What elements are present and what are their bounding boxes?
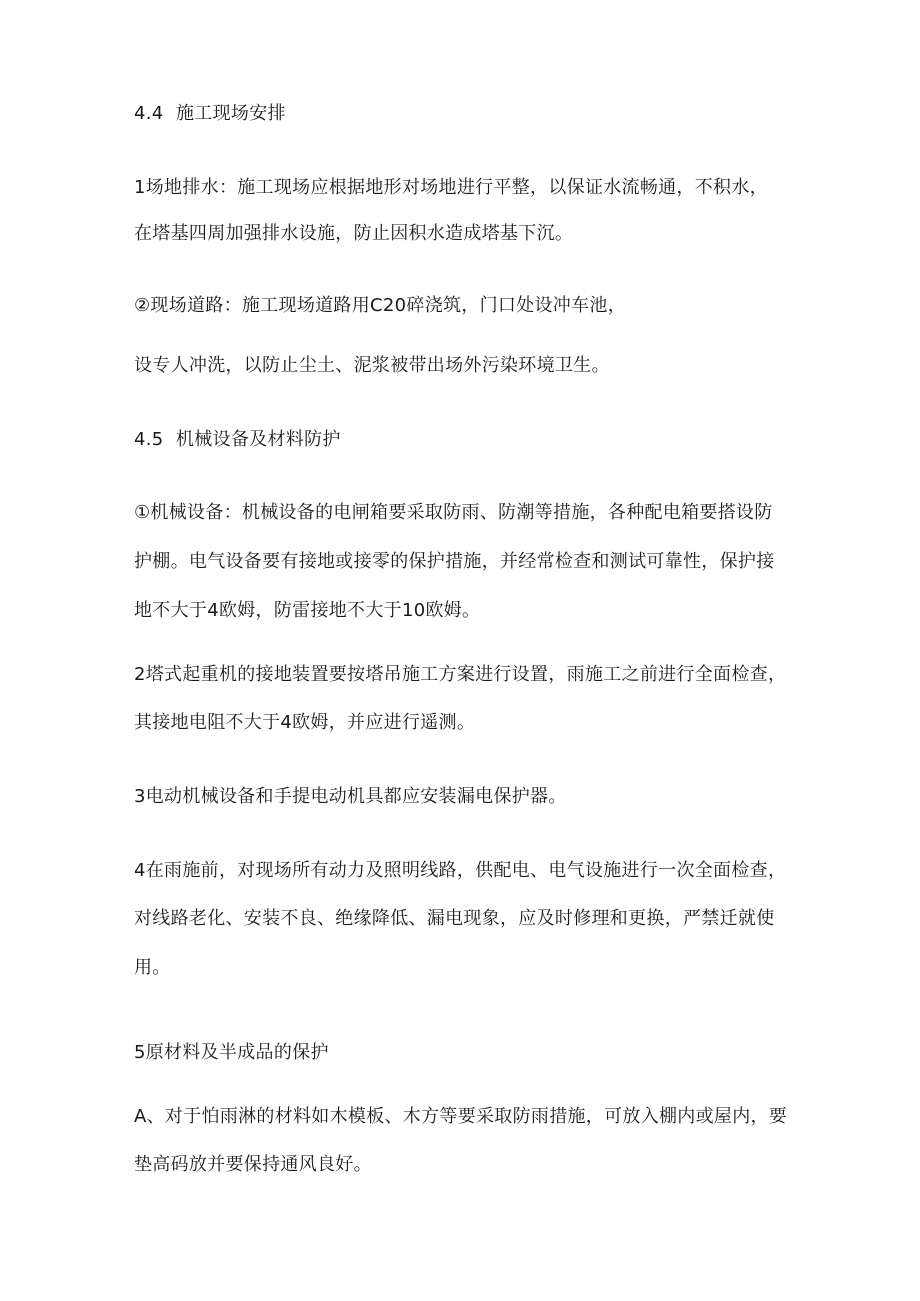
paragraph-line: 3电动机械设备和手提电动机具都应安装漏电保护器。: [134, 786, 567, 807]
section-title: 施工现场安排: [176, 103, 286, 124]
paragraph-line: 用。: [134, 957, 171, 978]
section-number: 4.5: [134, 429, 164, 450]
paragraph-line: 地不大于4欧姆，防雷接地不大于10欧姆。: [134, 600, 481, 621]
section-heading-4-4: [134, 102, 286, 126]
paragraph-line: 5原材料及半成品的保护: [134, 1042, 329, 1063]
section-title: 机械设备及材料防护: [176, 429, 341, 450]
paragraph-line: 护棚。电气设备要有接地或接零的保护措施，并经常检查和测试可靠性，保护接: [134, 551, 775, 572]
paragraph-line: ②现场道路：施工现场道路用C20碎浇筑，门口处设冲车池，: [134, 295, 627, 316]
paragraph-line: 设专人冲洗，以防止尘土、泥浆被带出场外污染环境卫生。: [134, 355, 610, 376]
paragraph-line: 4在雨施前，对现场所有动力及照明线路，供配电、电气设施进行一次全面检查，: [134, 860, 787, 881]
paragraph-line: 对线路老化、安装不良、绝缘降低、漏电现象，应及时修理和更换，严禁迁就使: [134, 908, 775, 929]
paragraph-line: 在塔基四周加强排水设施，防止因积水造成塔基下沉。: [134, 223, 574, 244]
paragraph-line: 1场地排水：施工现场应根据地形对场地进行平整，以保证水流畅通，不积水，: [134, 177, 768, 198]
paragraph-line: 其接地电阻不大于4欧姆，并应进行遥测。: [134, 712, 476, 733]
section-heading-4-5: [134, 428, 341, 452]
paragraph-line: A、对于怕雨淋的材料如木模板、木方等要采取防雨措施，可放入棚内或屋内，要: [134, 1106, 788, 1127]
section-number: 4.4: [134, 103, 164, 124]
paragraph-line: ①机械设备：机械设备的电闸箱要采取防雨、防潮等措施，各种配电箱要搭设防: [134, 502, 773, 523]
paragraph-line: 垫高码放并要保持通风良好。: [134, 1154, 372, 1175]
paragraph-line: 2塔式起重机的接地装置要按塔吊施工方案进行设置，雨施工之前进行全面检查，: [134, 664, 787, 685]
